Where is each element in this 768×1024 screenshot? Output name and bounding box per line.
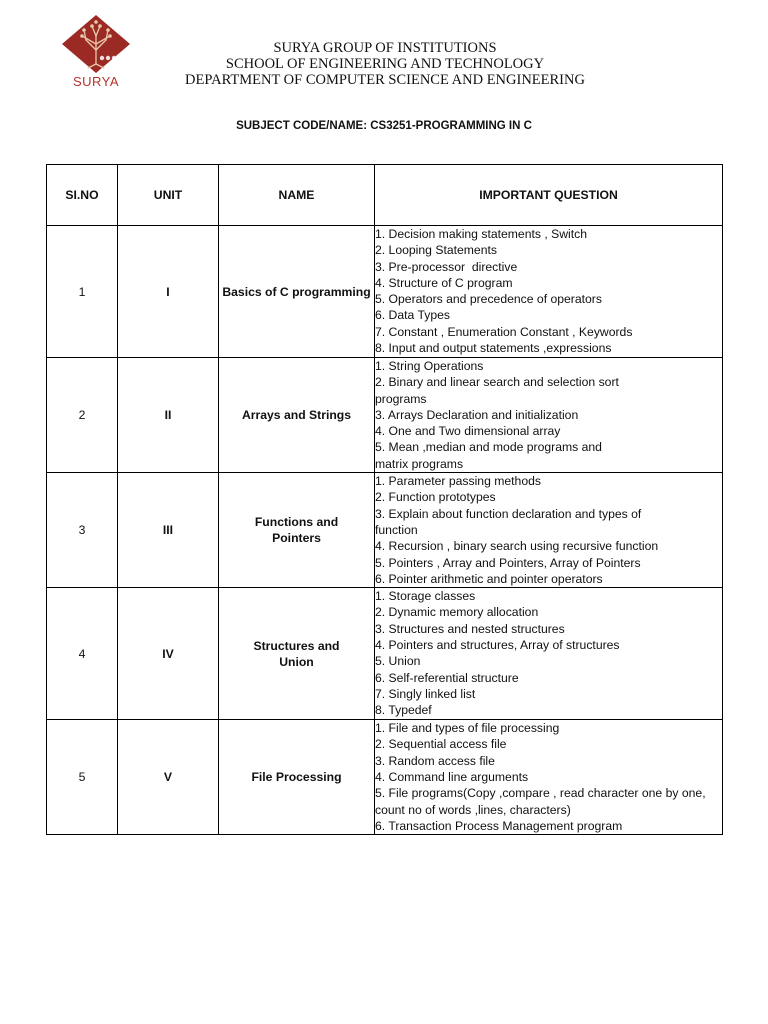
header-sino: SI.NO bbox=[47, 165, 118, 226]
question-item: 6. Transaction Process Management program bbox=[375, 818, 623, 833]
cell-questions bbox=[375, 226, 723, 358]
question-item: 5. Operators and precedence of operators bbox=[375, 292, 602, 307]
cell-unit: V bbox=[118, 720, 219, 835]
table-row bbox=[47, 473, 723, 588]
table-header-row bbox=[47, 165, 723, 226]
cell-name: Arrays and Strings bbox=[219, 358, 375, 473]
cell-name: File Processing bbox=[219, 720, 375, 835]
question-item: 1. Decision making statements , Switch bbox=[375, 227, 588, 241]
cell-name: Structures and Union bbox=[219, 588, 375, 720]
cell-name: Basics of C programming bbox=[219, 226, 375, 358]
cell-unit: IV bbox=[118, 588, 219, 720]
cell-unit: II bbox=[118, 358, 219, 473]
header-unit: UNIT bbox=[118, 165, 219, 226]
question-item: 5. Union bbox=[375, 654, 421, 669]
question-item: 4. Structure of C program bbox=[375, 275, 513, 290]
question-item: 5. File programs(Copy ,compare , read character one by one, count no of words ,lines, characters) bbox=[375, 786, 706, 817]
subject-title: SUBJECT CODE/NAME: CS3251-PROGRAMMING IN C bbox=[236, 120, 532, 132]
cell-sino: 1 bbox=[47, 226, 118, 358]
question-item: 7. Singly linked list bbox=[375, 686, 476, 701]
question-item: 4. Pointers and structures, Array of structures bbox=[375, 638, 620, 653]
important-questions-table bbox=[46, 164, 723, 835]
cell-sino: 4 bbox=[47, 588, 118, 720]
cell-questions bbox=[375, 588, 723, 720]
question-item: 4. One and Two dimensional array bbox=[375, 424, 561, 439]
question-item: 2. Function prototypes bbox=[375, 490, 496, 505]
header-line-department: DEPARTMENT OF COMPUTER SCIENCE AND ENGINEERING bbox=[185, 72, 585, 88]
surya-logo bbox=[60, 14, 132, 90]
question-item: 4. Recursion , binary search using recursive function bbox=[375, 539, 659, 554]
question-item: 3. Explain about function declaration and types of function bbox=[375, 506, 642, 537]
question-item: 5. Pointers , Array and Pointers, Array of Pointers bbox=[375, 555, 641, 570]
question-item: 2. Dynamic memory allocation bbox=[375, 605, 539, 620]
question-item: 2. Binary and linear search and selection sort programs bbox=[375, 375, 619, 406]
table-row bbox=[47, 358, 723, 473]
header-line-school: SCHOOL OF ENGINEERING AND TECHNOLOGY bbox=[225, 56, 545, 72]
question-item: 6. Data Types bbox=[375, 308, 450, 323]
question-item: 7. Constant , Enumeration Constant , Keywords bbox=[375, 324, 633, 339]
question-item: 3. Random access file bbox=[375, 753, 495, 768]
question-item: 1. File and types of file processing bbox=[375, 721, 560, 736]
question-item: 3. Structures and nested structures bbox=[375, 621, 565, 636]
cell-sino: 3 bbox=[47, 473, 118, 588]
header-important-question: IMPORTANT QUESTION bbox=[375, 165, 723, 226]
question-item: 6. Pointer arithmetic and pointer operators bbox=[375, 571, 603, 586]
question-item: 4. Command line arguments bbox=[375, 770, 529, 785]
question-item: 5. Mean ,median and mode programs and matrix programs bbox=[375, 440, 602, 471]
question-item: 3. Arrays Declaration and initialization bbox=[375, 407, 579, 422]
cell-sino: 5 bbox=[47, 720, 118, 835]
header-name: NAME bbox=[219, 165, 375, 226]
cell-questions bbox=[375, 720, 723, 835]
question-item: 8. Input and output statements ,expressions bbox=[375, 341, 612, 356]
institution-header bbox=[180, 40, 590, 88]
table-row bbox=[47, 720, 723, 835]
cell-sino: 2 bbox=[47, 358, 118, 473]
question-item: 8. Typedef bbox=[375, 703, 432, 718]
cell-name: Functions and Pointers bbox=[219, 473, 375, 588]
question-item: 6. Self-referential structure bbox=[375, 670, 519, 685]
logo-wordmark: SURYA bbox=[72, 74, 120, 89]
table-row bbox=[47, 588, 723, 720]
question-item: 1. Storage classes bbox=[375, 589, 476, 604]
cell-unit: I bbox=[118, 226, 219, 358]
tree-diamond-icon bbox=[60, 14, 132, 76]
cell-unit: III bbox=[118, 473, 219, 588]
cell-questions bbox=[375, 473, 723, 588]
question-item: 1. Parameter passing methods bbox=[375, 474, 541, 489]
question-item: 3. Pre-processor directive bbox=[375, 259, 518, 274]
question-item: 2. Looping Statements bbox=[375, 243, 497, 258]
table-row bbox=[47, 226, 723, 358]
question-item: 1. String Operations bbox=[375, 359, 484, 373]
header-line-group: SURYA GROUP OF INSTITUTIONS bbox=[273, 40, 497, 56]
cell-questions bbox=[375, 358, 723, 473]
question-item: 2. Sequential access file bbox=[375, 737, 507, 752]
